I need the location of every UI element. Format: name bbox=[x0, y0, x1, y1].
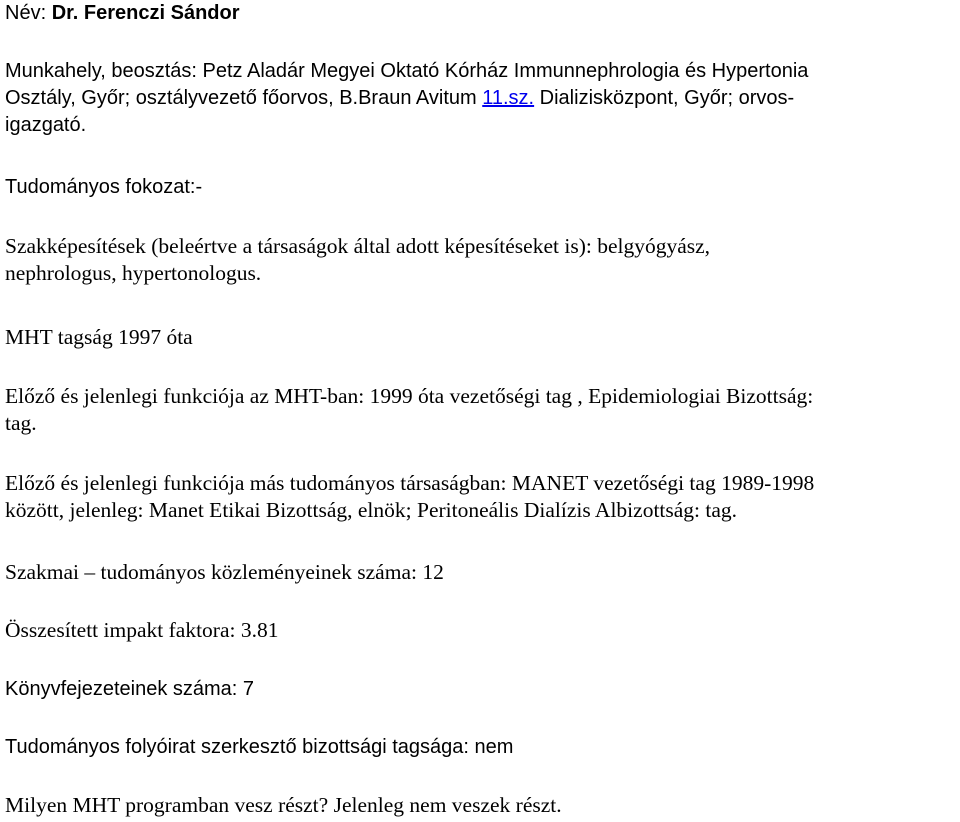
editorial-board-line: Tudományos folyóirat szerkesztő bizottsági tagsága: nem bbox=[5, 736, 514, 758]
mht-function-line-1: Előző és jelenlegi funkciója az MHT-ban: 1999 óta vezetőségi tag , Epidemiologiai Bizottság: bbox=[5, 384, 814, 408]
workplace-line-2-prefix: Osztály, Győr; osztályvezető főorvos, B.Braun Avitum bbox=[5, 87, 483, 109]
qualifications-line-1: Szakképesítések (beleértve a társaságok által adott képesítéseket is): belgyógyász, bbox=[5, 234, 711, 258]
impact-factor-line: Összesített impakt faktora: 3.81 bbox=[5, 618, 279, 642]
other-function-line-1: Előző és jelenlegi funkciója más tudományos társaságban: MANET vezetőségi tag 1989-1998 bbox=[5, 471, 815, 495]
workplace-paragraph bbox=[5, 58, 808, 139]
name-label: Név: bbox=[5, 2, 52, 24]
degree-line: Tudományos fokozat:- bbox=[5, 176, 203, 198]
name-value: Dr. Ferenczi Sándor bbox=[51, 2, 240, 24]
book-chapters-line: Könyvfejezeteinek száma: 7 bbox=[5, 678, 255, 700]
unit-number-link[interactable]: 11.sz. bbox=[482, 87, 535, 109]
other-function-line-2: között, jelenleg: Manet Etikai Bizottság, elnök; Peritoneális Dialízis Albizottság: tag. bbox=[5, 498, 738, 522]
workplace-line-1: Munkahely, beosztás: Petz Aladár Megyei Oktató Kórház Immunnephrologia és Hypertonia bbox=[5, 60, 809, 82]
workplace-line-3: igazgató. bbox=[5, 114, 87, 136]
mht-program-line: Milyen MHT programban vesz részt? Jelenleg nem veszek részt. bbox=[5, 793, 562, 817]
mht-function-line-2: tag. bbox=[5, 411, 37, 435]
qualifications-line-2: nephrologus, hypertonologus. bbox=[5, 261, 262, 285]
mht-function-paragraph bbox=[5, 383, 813, 437]
qualifications-paragraph bbox=[5, 233, 710, 287]
mht-membership-line: MHT tagság 1997 óta bbox=[5, 325, 193, 349]
workplace-line-2 bbox=[5, 85, 808, 112]
publications-line: Szakmai – tudományos közleményeinek száma: 12 bbox=[5, 560, 444, 584]
name-line bbox=[5, 0, 240, 27]
workplace-line-2-suffix: Dializisközpont, Győr; orvos- bbox=[534, 87, 795, 109]
other-function-paragraph bbox=[5, 470, 814, 524]
